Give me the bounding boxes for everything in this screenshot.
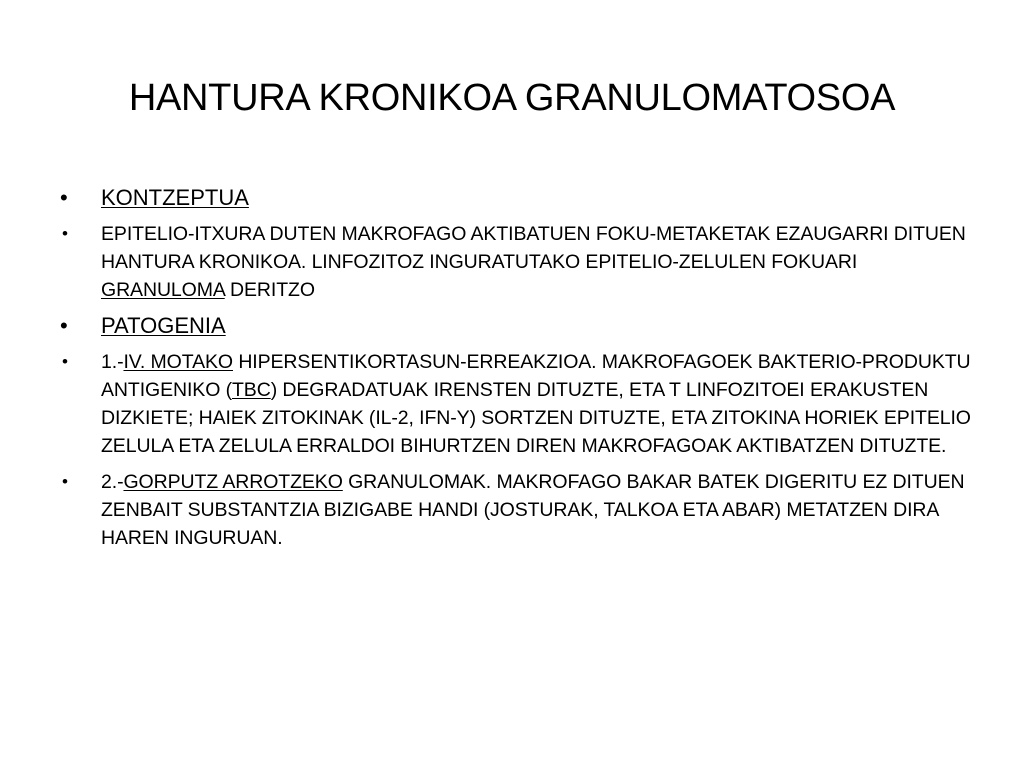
bullet-icon: •: [62, 352, 68, 371]
bullet-icon: •: [62, 472, 68, 491]
section-heading-patogenia[interactable]: PATOGENIA: [101, 313, 226, 338]
bullet-item-definition: [60, 220, 980, 304]
pathogenesis-1-prefix: 1.-: [101, 351, 124, 373]
pathogenesis-2-prefix: 2.-: [101, 471, 124, 493]
bullet-item-kontzeptua: [60, 184, 980, 212]
bullet-icon: •: [60, 313, 68, 338]
slide-title: HANTURA KRONIKOA GRANULOMATOSOA: [128, 77, 896, 119]
bullet-list: [60, 184, 980, 560]
pathogenesis-1-text-end: ) DEGRADATUAK IRENSTEN DITUZTE, ETA T LINFOZITOEI ERAKUSTEN DIZKIETE; HAIEK ZITOKINAK (IL-2, IFN-Y) SORTZEN DITUZTE, ETA ZITOKINA HORIEK EPITELIO ZELULA ETA ZELULA ERRALDOI BIHURTZEN DIREN MAKROFAGOAK AKTIBATZEN DITUZTE.: [101, 379, 971, 457]
bullet-item-pathogenesis-2: [60, 468, 980, 552]
bullet-item-patogenia: [60, 312, 980, 340]
iv-motako-link[interactable]: IV. MOTAKO: [123, 351, 233, 373]
definition-text-end: DERITZO: [224, 279, 315, 301]
section-heading-kontzeptua[interactable]: KONTZEPTUA: [101, 185, 249, 210]
gorputz-arrotzeko-link[interactable]: GORPUTZ ARROTZEKO: [123, 471, 343, 493]
pathogenesis-2-text: GRANULOMAK. MAKROFAGO BAKAR BATEK DIGERITU EZ DITUEN ZENBAIT SUBSTANTZIA BIZIGABE HANDI (JOSTURAK, TALKOA ETA ABAR) METATZEN DIRA HAREN INGURUAN.: [101, 471, 965, 549]
granuloma-link[interactable]: GRANULOMA: [101, 279, 225, 301]
bullet-icon: •: [62, 224, 68, 243]
tbc-link[interactable]: TBC: [231, 379, 271, 401]
pathogenesis-1-text: HIPERSENTIKORTASUN-ERREAKZIOA. MAKROFAGOEK BAKTERIO-PRODUKTU ANTIGENIKO (: [101, 351, 971, 401]
definition-text: EPITELIO-ITXURA DUTEN MAKROFAGO AKTIBATUEN FOKU-METAKETAK EZAUGARRI DITUEN HANTURA KRONIKOA. LINFOZITOZ INGURATUTAKO EPITELIO-ZELULEN FOKUARI: [101, 223, 966, 273]
bullet-icon: •: [60, 185, 68, 210]
bullet-item-pathogenesis-1: [60, 348, 980, 460]
